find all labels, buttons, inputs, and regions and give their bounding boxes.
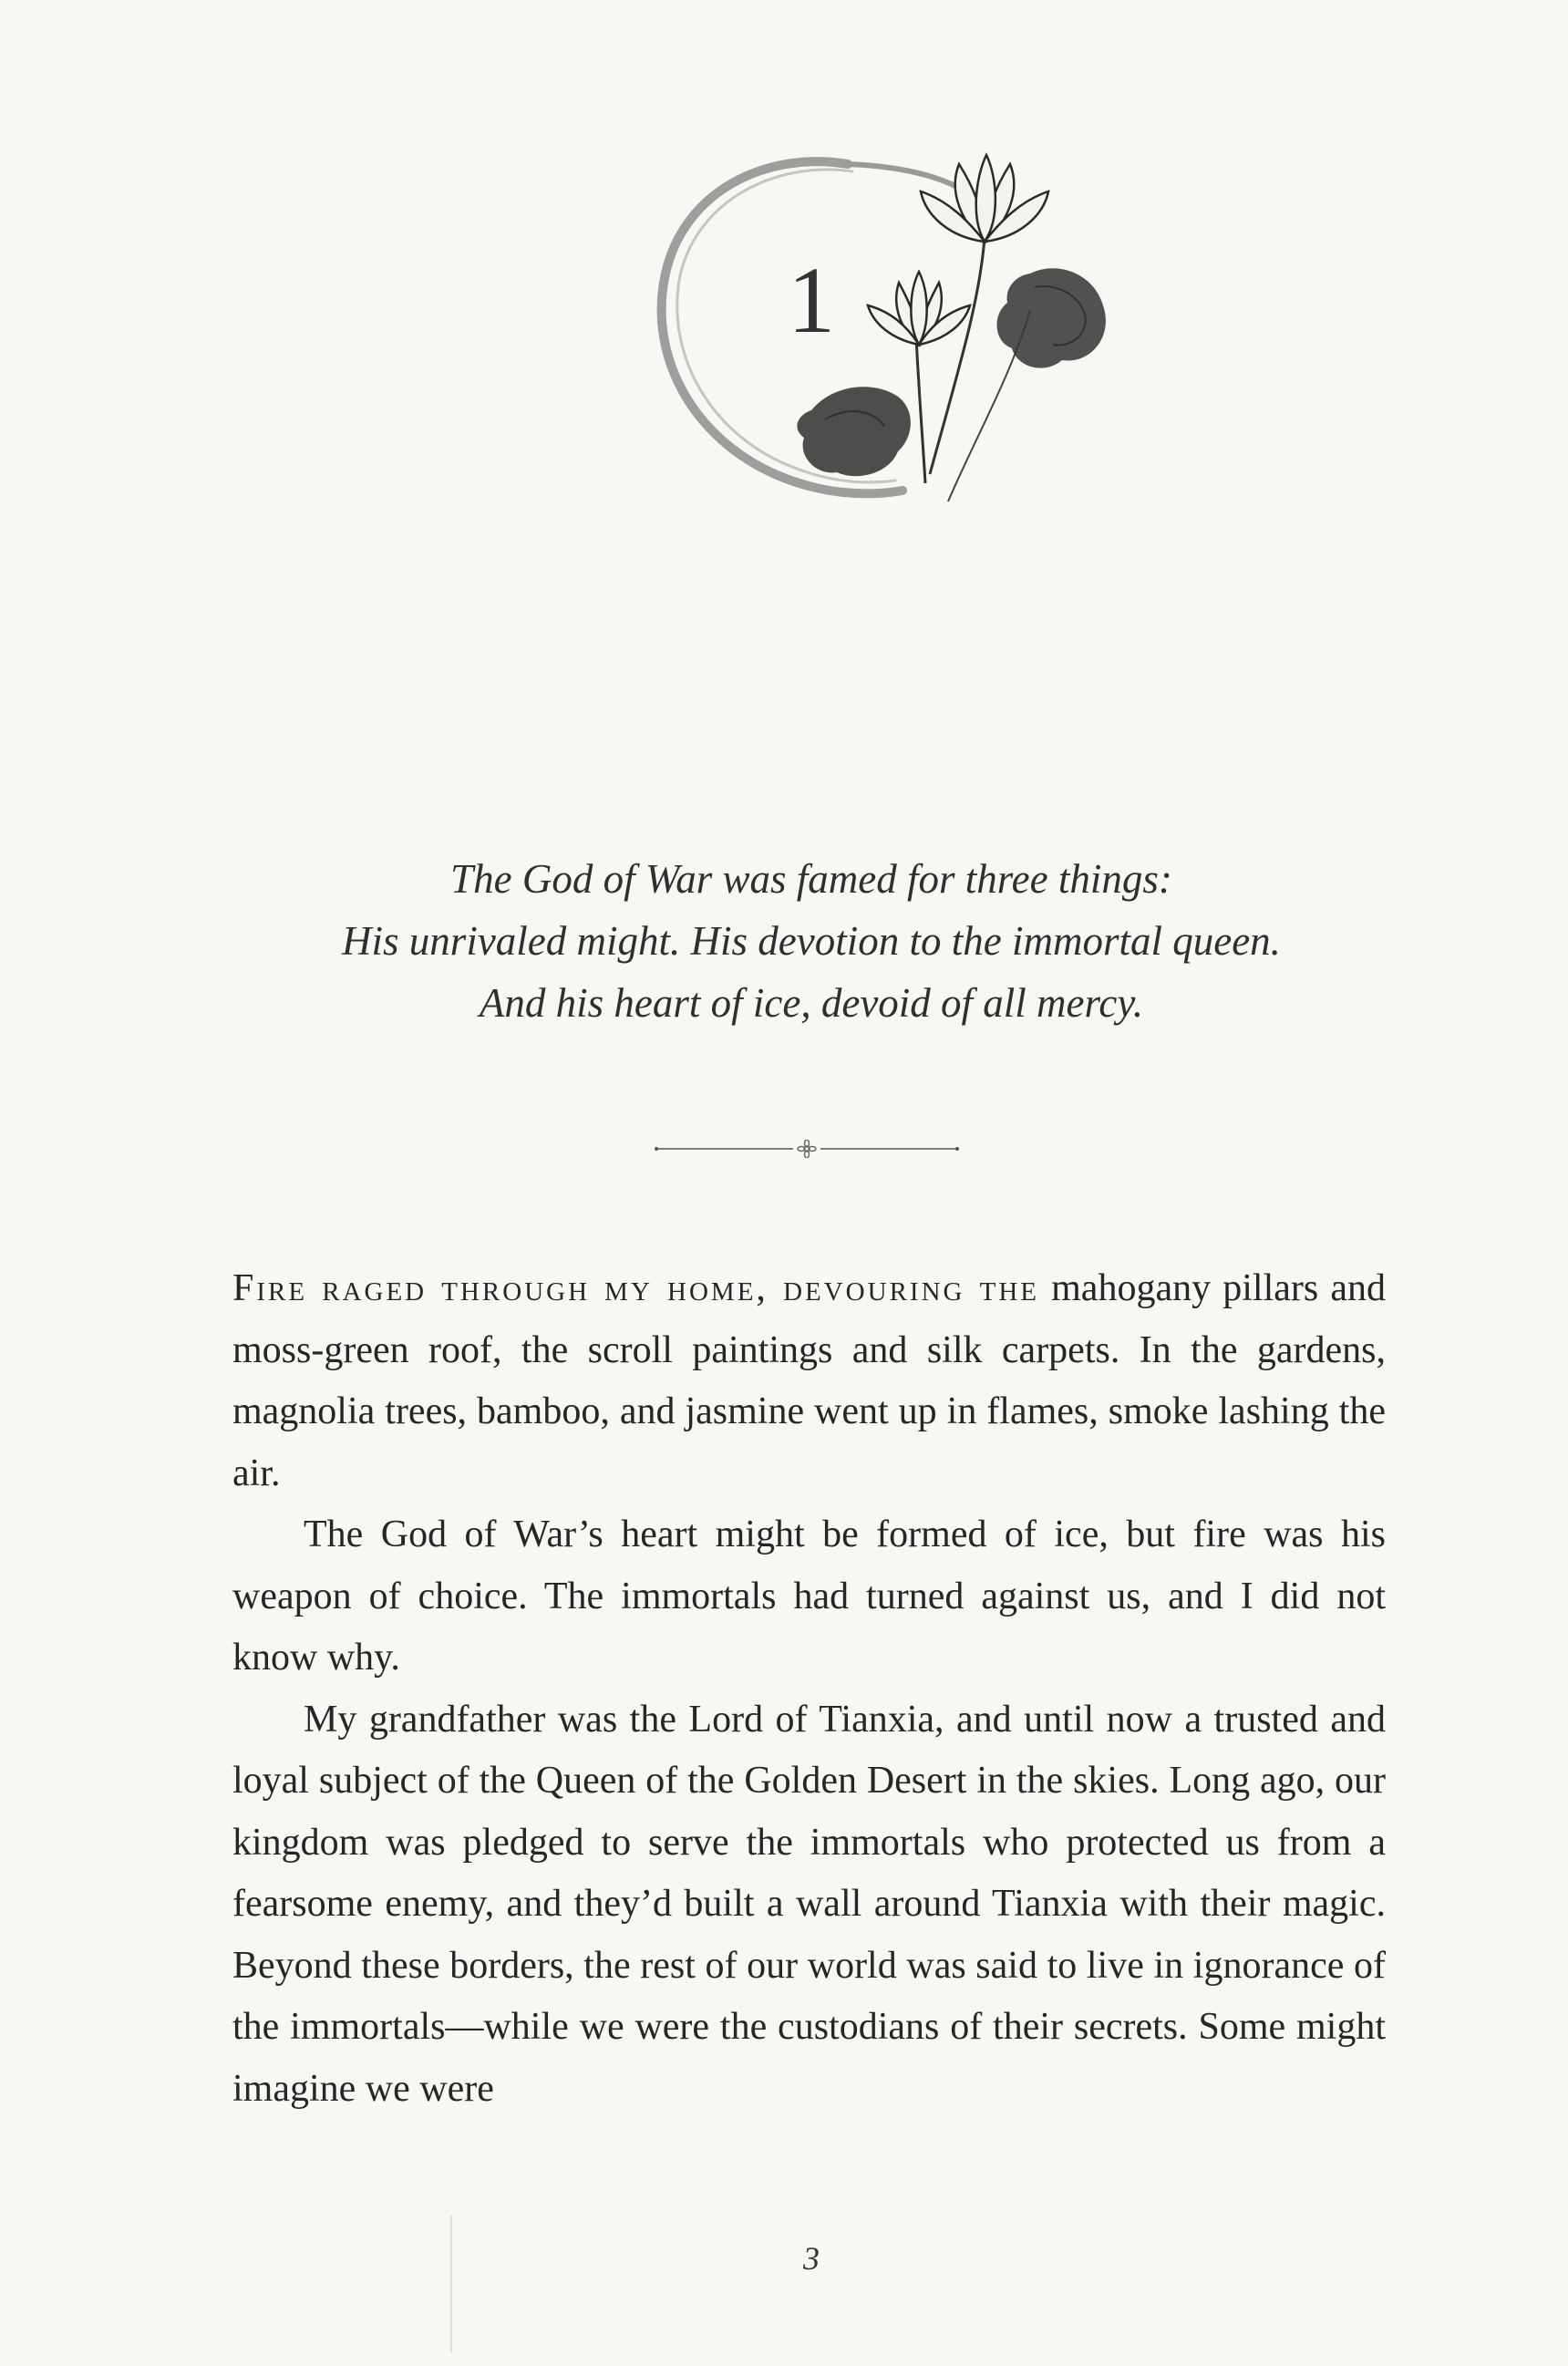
epigraph-line: His unrivaled might. His devotion to the immortal queen. [342, 918, 1281, 964]
body-paragraph [232, 1258, 1386, 1504]
lead-in-smallcaps: Fire raged through my home, devouring the [232, 1267, 1039, 1309]
lotus-leaf-icon [997, 268, 1106, 367]
body-paragraph: The God of War’s heart might be formed of ice, but fire was his weapon of choice. The immortals had turned against us, and I did not know why. [232, 1514, 1386, 1679]
chapter-body [232, 1258, 1386, 2120]
lotus-flower-icon [868, 272, 970, 345]
section-divider [647, 1140, 966, 1158]
lotus-flower-icon [921, 155, 1048, 242]
epigraph-line: The God of War was famed for three things: [450, 856, 1172, 902]
epigraph-line: And his heart of ice, devoid of all mercy. [479, 980, 1144, 1026]
chapter-number: 1 [788, 248, 835, 353]
lotus-stem [916, 337, 925, 483]
brush-circle-top [848, 164, 957, 187]
epigraph [228, 848, 1395, 1034]
page-number: 3 [803, 2240, 820, 2277]
lotus-circle-ornament [629, 137, 1140, 520]
body-paragraph: My grandfather was the Lord of Tianxia, and until now a trusted and loyal subject of the Queen of the Golden Desert in the skies. Long ago, our kingdom was pledged to serve the immortals who protected us from a fearsome enemy, and they’d built a wall around Tianxia with their magic. Beyond these borders, the rest of our world was said to live in ignorance of the immortals—while we were the custodians of their secrets. Some might imagine we were [232, 1698, 1386, 2110]
flower-divider-icon [798, 1140, 816, 1158]
scan-artifact-line [450, 2216, 452, 2352]
lotus-leaf-icon [797, 387, 910, 476]
paragraph-text: mahogany pillars and moss-green roof, the scroll paintings and silk carpets. In the gardens, magnolia trees, bamboo, and jasmine went up in flames, smoke lashing the air. [232, 1267, 1387, 1494]
